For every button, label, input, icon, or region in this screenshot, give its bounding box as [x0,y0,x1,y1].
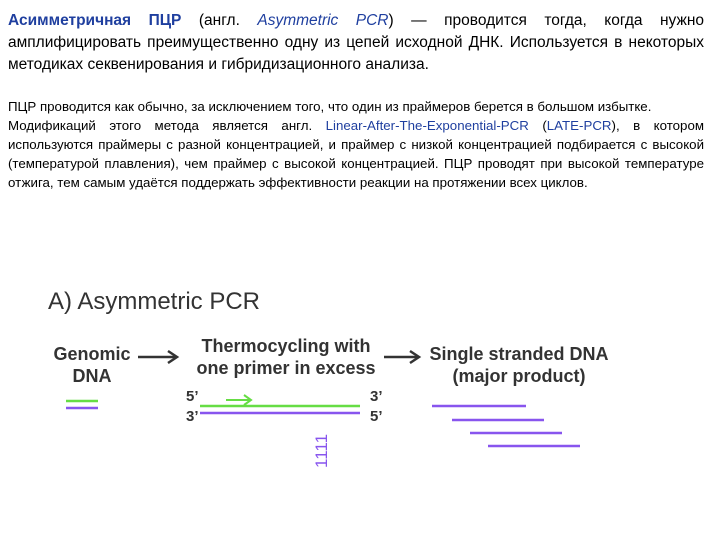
primer-arrow [226,395,251,405]
intro-rest: ) — проводится тогда, когда нужно амплифицировать преимущественно одну из цепей исходной ДНК. Используется в некоторых методиках секвенирования и гибридизационного анализа. [8,12,704,73]
vertical-label: 1111 [312,433,331,468]
english-term[interactable]: Asymmetric PCR [257,12,389,29]
thermocycling-label: Thermocycling with [201,336,371,356]
mod-rest: ), в котором используются праймеры с разной концентрацией, и праймер с низкой концентрацией подбирается с высокой (температурой плавления), чем праймер с высокой концентрацией. ПЦР проводят при высокой температуре отжига, тем самым удаётся поддержать эффективности реакции на протяжении всех циклов. [8,118,704,190]
details-line2 [8,116,704,192]
dna-label: DNA [72,366,112,386]
intro-open: (англ. [181,12,258,29]
figure-graphics [0,270,720,490]
intro-paragraph [8,10,704,76]
five-prime-left: 5’ [186,388,199,405]
three-prime-left: 3’ [186,408,199,425]
late-pcr-full-link[interactable]: Linear-After-The-Exponential-PCR [325,118,529,133]
asymmetric-pcr-figure [0,270,720,490]
major-product-label: (major product) [452,366,586,386]
details-paragraph [8,97,704,192]
details-line1: ПЦР проводится как обычно, за исключением того, что один из праймеров берется в большом избытке. [8,99,652,114]
arrow-1 [138,351,177,363]
late-pcr-link[interactable]: LATE-PCR [546,118,612,133]
mod-mid: ( [528,118,547,133]
figure-title: A) Asymmetric PCR [48,288,261,315]
ssdna-label: Single stranded DNA [429,344,609,364]
genomic-label: Genomic [53,344,131,364]
arrow-2 [384,351,419,363]
term-asymmetric-pcr: Асимметричная ПЦР [8,12,182,29]
three-prime-right: 3’ [370,388,383,405]
mod-prefix: Модификаций этого метода является англ. [8,118,326,133]
primer-excess-label: one primer in excess [196,358,376,378]
five-prime-right: 5’ [370,408,383,425]
